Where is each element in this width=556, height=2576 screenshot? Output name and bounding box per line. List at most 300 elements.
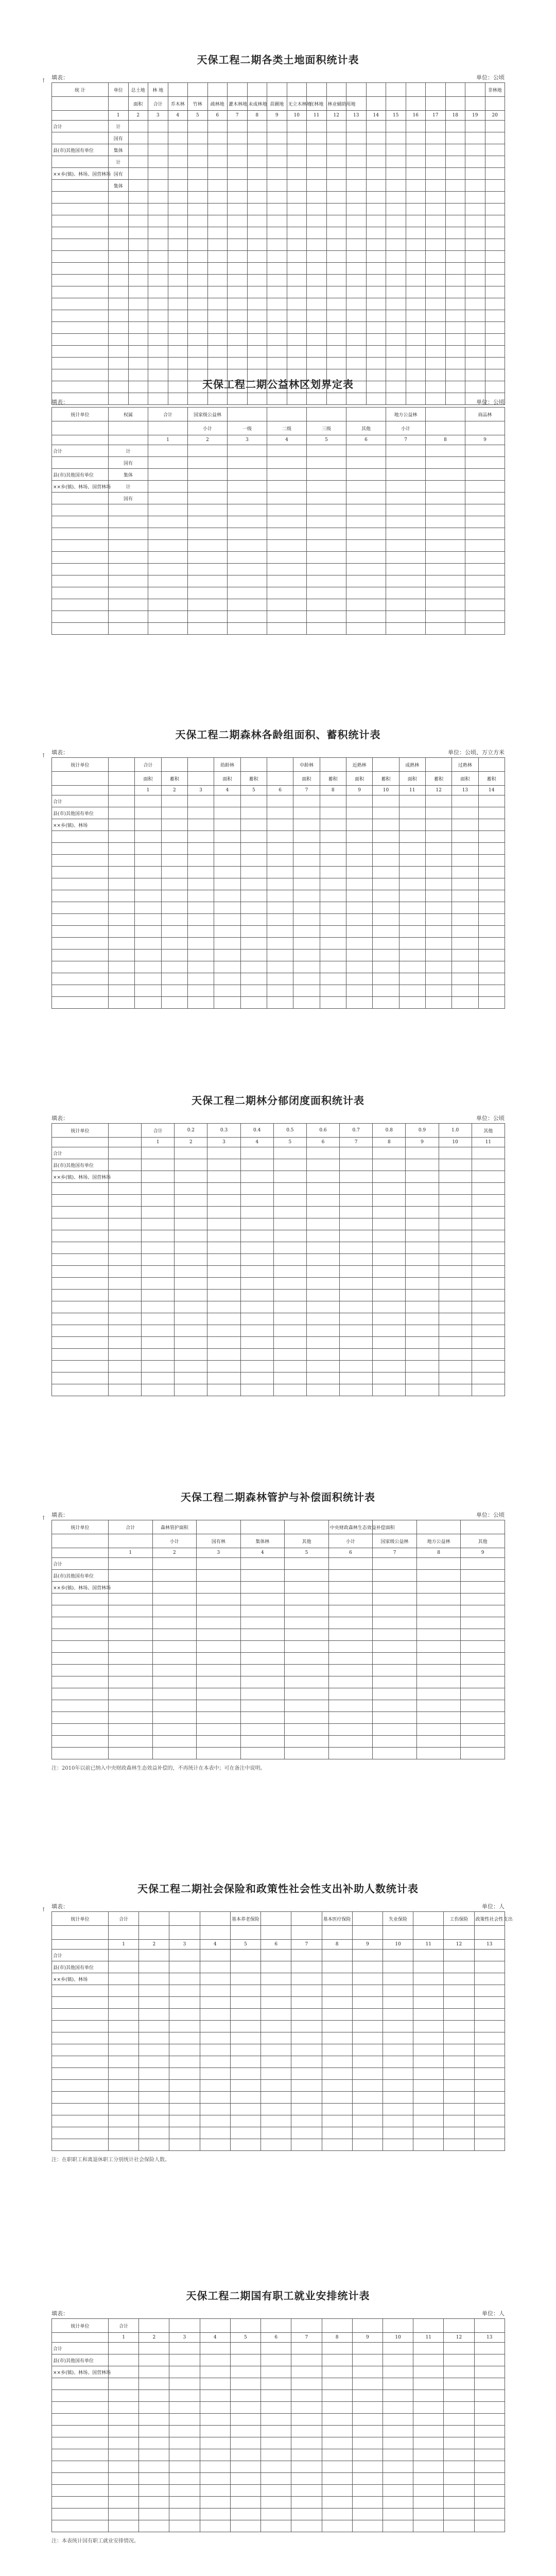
table-cell [240,1207,273,1218]
table-cell [445,215,465,227]
table-cell [366,298,386,310]
table-cell [386,540,426,552]
table-cell [485,358,505,369]
table-cell [452,938,478,950]
table-row [52,1997,505,2009]
table-cell [320,819,346,831]
table-cell: 1 [109,2333,139,2343]
table-cell [352,2127,383,2139]
table-cell [478,938,505,950]
table-cell [413,2009,444,2021]
table-cell [240,855,267,867]
table-cell [328,1641,373,1653]
table-cell [426,587,465,599]
table-cell [472,1242,505,1254]
table-cell [240,1653,285,1665]
table-cell [445,168,465,180]
table-cell [109,251,129,263]
table-cell [240,1384,273,1396]
table-cell [139,2378,169,2390]
table-cell [307,144,327,156]
table-cell [109,1748,153,1759]
table-cell [109,2127,139,2139]
table-cell [240,1605,285,1617]
table-cell [291,2390,322,2402]
table-cell [346,623,386,635]
table-cell: 单位 [109,83,129,97]
table-cell [439,1230,472,1242]
table-cell [366,180,386,192]
table-cell [175,1147,207,1159]
table-cell: 4 [200,1940,230,1950]
table-cell [52,322,109,334]
table-cell [169,1985,200,1997]
table-cell [478,961,505,973]
table-cell [293,926,320,938]
table-cell [240,1301,273,1313]
table-cell [478,867,505,878]
table-cell [175,1349,207,1361]
table-cell [52,599,109,611]
table-cell [52,516,109,528]
table-cell [406,227,426,239]
table-cell [207,310,228,322]
table-cell: 统计单位 [52,408,109,421]
table-cell [426,599,465,611]
table-cell [461,1736,505,1748]
table-cell: 5 [230,2333,260,2343]
table-cell [306,1301,339,1313]
table-cell [474,2009,505,2021]
table-row [52,504,505,516]
table-cell [109,855,135,867]
table-cell [267,587,307,599]
table-cell [169,2032,200,2044]
table-cell [386,239,406,251]
table-cell: 7 [293,786,320,795]
table-cell [175,1325,207,1337]
table-cell [352,2343,383,2354]
table-row [52,985,505,997]
table-cell [326,204,346,215]
table-cell [465,215,485,227]
table-cell [169,2437,200,2449]
table-cell: 合计 [142,1124,175,1138]
table-cell [452,890,478,902]
table-cell [247,263,267,275]
table-cell [148,575,188,587]
table-cell [406,215,426,227]
table-cell [406,346,426,358]
table-row [52,457,505,469]
table-cell [52,1700,109,1712]
table-cell [207,156,228,168]
table-cell [352,2497,383,2509]
table-cell: 蓄积 [240,772,267,786]
table-cell [109,961,135,973]
table-cell [465,322,485,334]
table-cell [230,2319,260,2333]
table-cell [328,1736,373,1748]
table-cell [425,973,451,985]
table-cell [386,587,426,599]
table-cell [426,516,465,528]
table-cell: 苗圃地 [267,97,287,111]
table-cell: 三级 [307,421,346,435]
table-cell [207,1207,240,1218]
table-cell [52,552,109,564]
table-cell [426,481,465,493]
table-cell [52,1230,109,1242]
table-cell [169,2461,200,2473]
table-cell: 8 [426,435,465,445]
table-cell [287,204,307,215]
table-cell [267,310,287,322]
table-cell [228,239,248,251]
table-row [52,2021,505,2032]
table-cell [293,950,320,961]
table-cell [139,2390,169,2402]
table-cell [465,599,505,611]
table-cell [200,2414,230,2426]
table-cell [307,132,327,144]
table-cell [287,275,307,286]
table-cell [406,310,426,322]
table-cell [267,973,293,985]
table-cell [267,540,307,552]
table-cell [267,358,287,369]
table-cell [478,855,505,867]
table-cell [230,2044,260,2056]
table-cell [168,121,188,132]
table-row [52,1325,505,1337]
table-cell [109,950,135,961]
table-cell [485,215,505,227]
table-cell: 合计 [52,121,109,132]
table-row [52,1558,505,1570]
table-cell [247,275,267,286]
table-cell [267,758,293,772]
table-cell [188,263,208,275]
table-cell [485,97,505,111]
table-cell [214,926,240,938]
table-row [52,587,505,599]
table-cell [240,1147,273,1159]
table-cell [406,275,426,286]
table-cell [247,156,267,168]
table-row [52,1159,505,1171]
table-cell [320,831,346,843]
table-cell [52,2068,109,2080]
table-cell [187,902,214,914]
table-cell [52,2056,109,2068]
table-cell [261,1961,291,1973]
table-cell [52,1665,109,1676]
table-cell [406,1195,439,1207]
table-cell [52,286,109,298]
table-cell [139,2437,169,2449]
table-cell: 16 [406,111,426,121]
table-cell [413,2390,444,2402]
table-cell [386,346,406,358]
sheet-title: 天保工程二期各类土地面积统计表 [197,54,359,66]
table-cell: 一级 [228,421,267,435]
table-cell: 9 [267,111,287,121]
table-cell [485,168,505,180]
table-cell [168,180,188,192]
table-row [52,1617,505,1629]
table-cell [322,2366,352,2378]
table-cell [169,2366,200,2378]
table-cell [52,1290,109,1301]
table-cell [109,819,135,831]
table-cell [452,855,478,867]
table-cell [474,2461,505,2473]
table-cell [346,132,367,144]
table-cell [109,1290,142,1301]
table-cell: 15 [386,111,406,121]
table-cell [109,1147,142,1159]
table-row [52,878,505,890]
table-cell [445,298,465,310]
table-cell [109,1724,153,1736]
table-row [52,2068,505,2080]
table-cell: 面积 [135,772,161,786]
filler-label: 填表： [51,749,68,756]
table-cell [247,168,267,180]
table-cell [52,2044,109,2056]
table-cell [148,481,188,493]
table-cell [230,2449,260,2461]
table-cell [109,2497,139,2509]
table-cell [346,938,372,950]
table-cell [366,132,386,144]
margin-mark: ↑ [41,77,46,84]
table-row [52,132,505,144]
table-cell: 2 [188,435,228,445]
table-cell [139,2449,169,2461]
table-cell [307,215,327,227]
table-cell: 蓄积 [373,772,399,786]
table-cell [128,204,148,215]
table-cell [472,1195,505,1207]
table-cell [461,1653,505,1665]
table-cell [152,1665,197,1676]
table-cell [366,156,386,168]
table-cell [485,239,505,251]
table-cell [383,2390,413,2402]
table-cell [474,1926,505,1940]
table-cell [109,334,129,346]
table-cell [444,1950,474,1961]
table-cell [320,997,346,1009]
table-cell [240,1171,273,1183]
table-cell [307,180,327,192]
table-cell [109,623,148,635]
table-cell [352,2009,383,2021]
table-cell [187,914,214,926]
table-cell [416,1748,461,1759]
table-cell [322,1961,352,1973]
table-cell [291,2437,322,2449]
table-cell [188,215,208,227]
table-cell [406,334,426,346]
table-cell [346,997,372,1009]
table-cell [366,263,386,275]
table-cell [474,2104,505,2115]
table-cell [293,843,320,855]
table-cell [200,2378,230,2390]
table-cell [320,890,346,902]
table-cell [383,1997,413,2009]
table-cell [200,1950,230,1961]
table-cell [128,393,148,405]
table-cell [109,2354,139,2366]
table-cell [413,2127,444,2139]
table-cell [128,298,148,310]
table-cell [444,1997,474,2009]
table-cell [240,1313,273,1325]
table-cell [148,445,188,457]
table-cell [306,1313,339,1325]
table-row [52,867,505,878]
table-cell [109,1242,142,1254]
table-cell: 林 地 [148,83,168,97]
table-cell [287,393,307,405]
table-cell [322,1950,352,1961]
table-cell: 12 [425,786,451,795]
table-cell [109,393,129,405]
table-cell [169,2509,200,2520]
table-cell [142,1325,175,1337]
table-cell [142,1183,175,1195]
table-cell [267,469,307,481]
table-cell [200,2319,230,2333]
table-cell [426,144,446,156]
table-cell: 0.4 [240,1124,273,1138]
table-cell [109,1138,142,1147]
table-cell [267,275,287,286]
table-cell [273,1313,306,1325]
table-row [52,445,505,457]
table-cell [230,2343,260,2354]
table-cell: 森林管护面积 [152,1520,197,1534]
table-cell [273,1384,306,1396]
header-row [52,1912,505,1926]
table-cell [444,2449,474,2461]
table-cell [52,504,109,516]
table-cell: 14 [366,111,386,121]
table-cell: 0.2 [175,1124,207,1138]
table-cell [228,215,248,227]
table-cell [472,1337,505,1349]
table-cell [485,263,505,275]
table-cell [307,393,327,405]
table-cell: 权属 [109,408,148,421]
table-cell [426,97,446,111]
table-cell [366,346,386,358]
table-cell [161,926,187,938]
table-cell: 小计 [386,421,426,435]
unit-label: 单位：公顷 [476,1512,505,1518]
table-cell: 4 [267,435,307,445]
table-cell [291,2497,322,2509]
table-cell: 计 [109,445,148,457]
column-number-row [52,435,505,445]
table-cell [267,564,307,575]
table-cell [161,819,187,831]
table-row [52,1290,505,1301]
table-cell [240,1724,285,1736]
table-row [52,1278,505,1290]
table-cell [386,180,406,192]
table-cell [161,902,187,914]
table-row [52,1372,505,1384]
table-cell [386,575,426,587]
table-cell [109,2056,139,2068]
table-cell: 11 [413,2333,444,2343]
table-cell [383,2032,413,2044]
table-cell [128,239,148,251]
table-cell [366,227,386,239]
table-cell [373,1171,406,1183]
table-cell [444,2366,474,2378]
table-cell [386,481,426,493]
table-cell [52,1534,109,1548]
table-cell [52,457,109,469]
table-cell [346,795,372,807]
table-cell [148,623,188,635]
table-cell [413,2056,444,2068]
table-cell [161,878,187,890]
table-cell [373,985,399,997]
table-cell [261,2032,291,2044]
table-cell [188,504,228,516]
table-cell [148,239,168,251]
table-cell [340,1349,373,1361]
table-cell [152,1570,197,1582]
table-cell: 县(市)其他国有单位 [52,1961,109,1973]
table-cell [261,1912,291,1926]
table-cell [267,819,293,831]
table-cell [307,227,327,239]
table-cell [307,516,346,528]
table-cell [188,457,228,469]
table-cell [109,516,148,528]
table-cell [135,795,161,807]
table-cell [478,985,505,997]
table-cell [267,961,293,973]
table-cell [474,2044,505,2056]
table-cell [465,469,505,481]
table-cell [109,2104,139,2115]
table-cell: 2 [175,1138,207,1147]
table-cell [187,997,214,1009]
table-cell [240,1372,273,1384]
table-cell [322,2426,352,2437]
table-cell [52,1266,109,1278]
table-cell [445,97,465,111]
table-cell [287,192,307,204]
table-cell [465,516,505,528]
table-cell: 中央财政森林生态效益补偿面积 [328,1520,373,1534]
table-cell [128,286,148,298]
table-cell [474,2497,505,2509]
table-cell [373,1290,406,1301]
table-cell: 6 [261,2333,291,2343]
table-cell [109,504,148,516]
sheet-title: 天保工程二期林分郁闭度面积统计表 [192,1094,364,1107]
